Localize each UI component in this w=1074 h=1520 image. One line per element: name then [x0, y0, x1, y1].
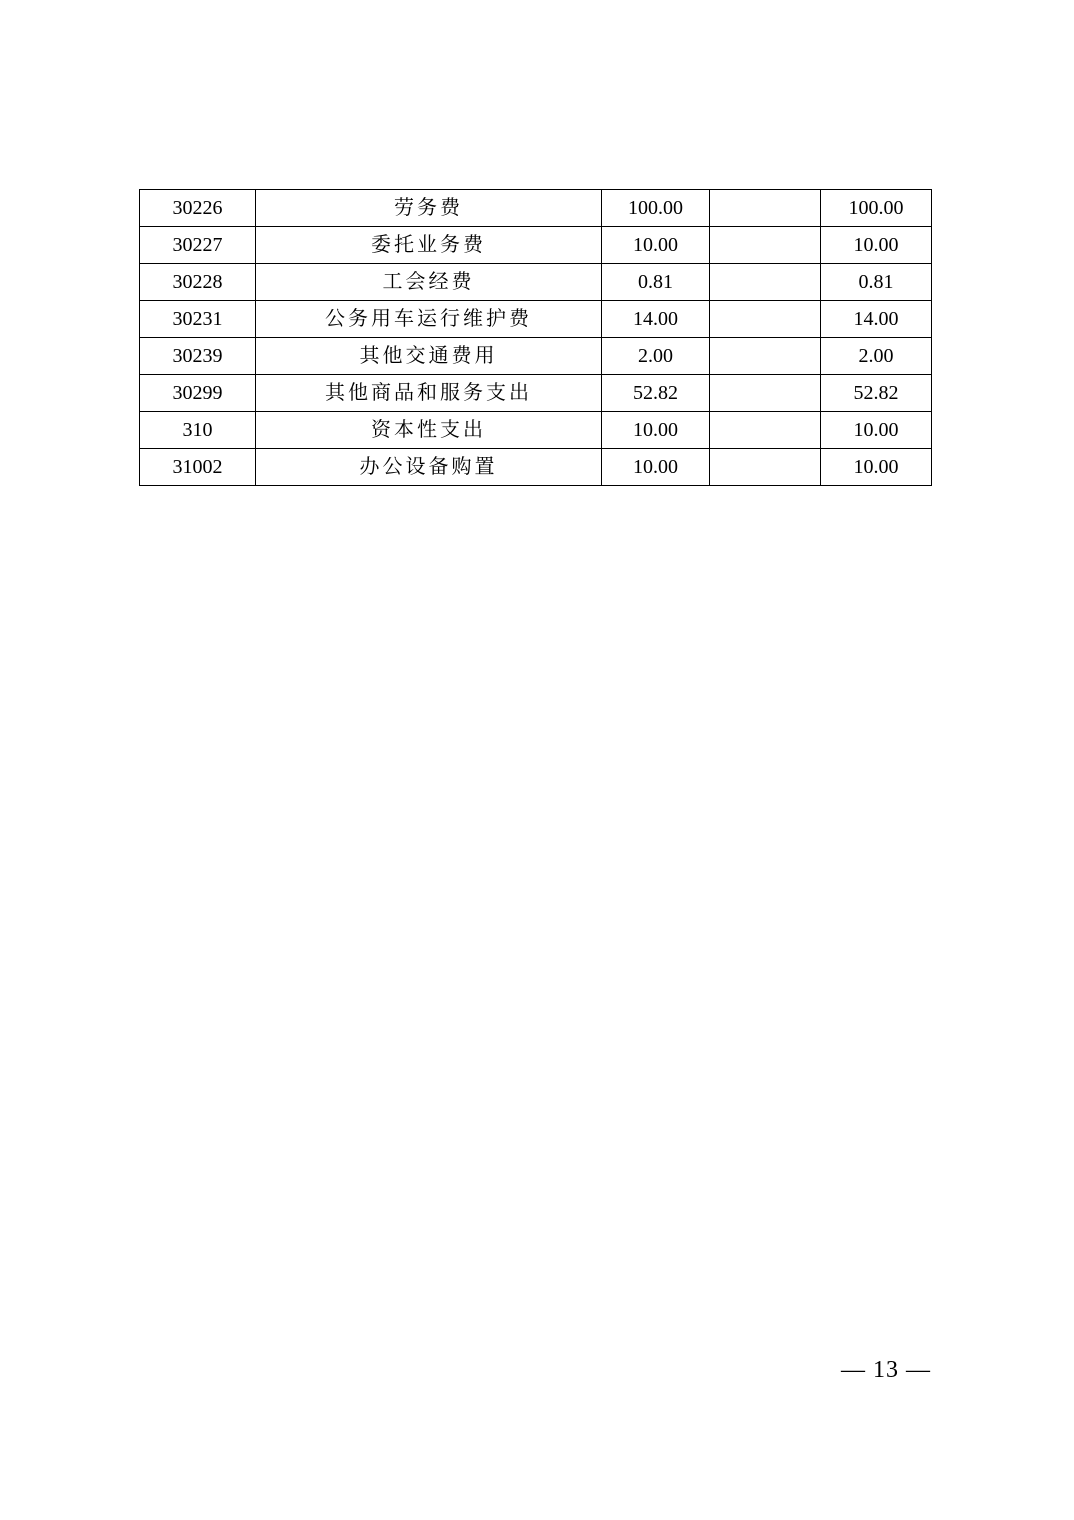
table-row — [140, 190, 932, 227]
amount-cell: 14.00 — [821, 301, 932, 338]
account-name-cell: 办公设备购置 — [256, 449, 602, 486]
table-row — [140, 338, 932, 375]
amount-cell: 10.00 — [821, 449, 932, 486]
account-name-cell: 资本性支出 — [256, 412, 602, 449]
account-name-cell: 其他商品和服务支出 — [256, 375, 602, 412]
account-name-cell: 公务用车运行维护费 — [256, 301, 602, 338]
page-number: — 13 — — [841, 1357, 931, 1383]
table-row — [140, 412, 932, 449]
account-code-cell: 30239 — [140, 338, 256, 375]
amount-cell: 100.00 — [821, 190, 932, 227]
account-code-cell: 310 — [140, 412, 256, 449]
amount-cell: 10.00 — [602, 227, 710, 264]
account-name-cell: 其他交通费用 — [256, 338, 602, 375]
amount-cell: 2.00 — [602, 338, 710, 375]
amount-cell: 10.00 — [602, 412, 710, 449]
amount-cell — [710, 264, 821, 301]
account-name-cell: 工会经费 — [256, 264, 602, 301]
account-code-cell: 30227 — [140, 227, 256, 264]
amount-cell — [710, 412, 821, 449]
amount-cell: 10.00 — [821, 412, 932, 449]
account-code-cell: 30299 — [140, 375, 256, 412]
amount-cell: 14.00 — [602, 301, 710, 338]
account-code-cell: 31002 — [140, 449, 256, 486]
amount-cell — [710, 227, 821, 264]
amount-cell: 0.81 — [602, 264, 710, 301]
amount-cell — [710, 301, 821, 338]
account-code-cell: 30226 — [140, 190, 256, 227]
amount-cell: 0.81 — [821, 264, 932, 301]
account-code-cell: 30231 — [140, 301, 256, 338]
amount-cell: 10.00 — [821, 227, 932, 264]
amount-cell — [710, 190, 821, 227]
amount-cell: 2.00 — [821, 338, 932, 375]
amount-cell — [710, 338, 821, 375]
account-code-cell: 30228 — [140, 264, 256, 301]
amount-cell: 10.00 — [602, 449, 710, 486]
table-row — [140, 449, 932, 486]
amount-cell — [710, 375, 821, 412]
amount-cell — [710, 449, 821, 486]
table-row — [140, 264, 932, 301]
account-name-cell: 委托业务费 — [256, 227, 602, 264]
table-row — [140, 301, 932, 338]
table-row — [140, 375, 932, 412]
account-name-cell: 劳务费 — [256, 190, 602, 227]
table-row — [140, 227, 932, 264]
amount-cell: 100.00 — [602, 190, 710, 227]
budget-table — [139, 189, 932, 486]
amount-cell: 52.82 — [821, 375, 932, 412]
amount-cell: 52.82 — [602, 375, 710, 412]
